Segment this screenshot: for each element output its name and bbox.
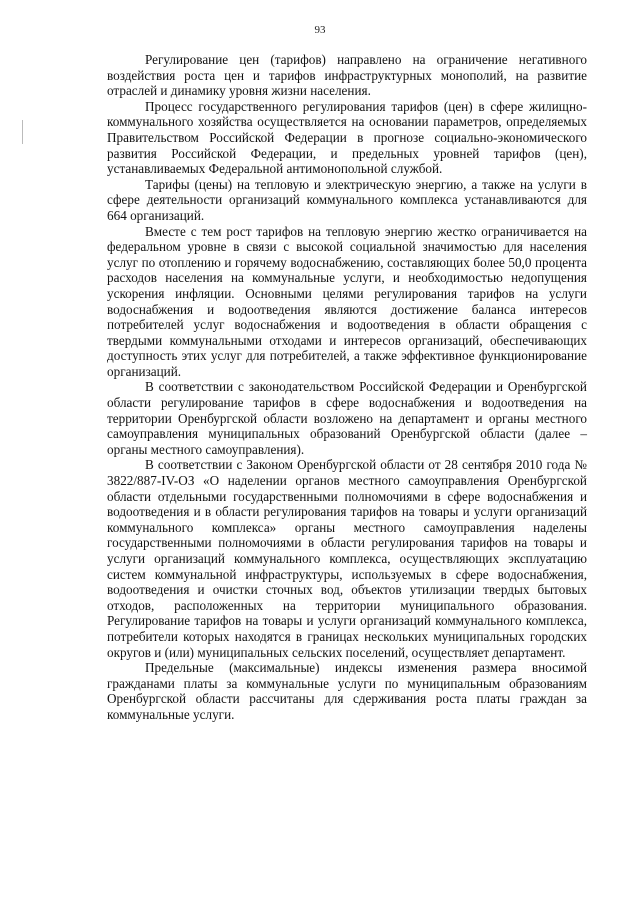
paragraph-state-regulation-process: Процесс государственного регулирования тарифов (цен) в сфере жилищно-коммунального хозяйства осуществляется на основании параметров, определяемых Правительством Российской Федерации в прогнозе социально-экономического развития Российской Федерации, и предельных уровней тарифов (цен), устанавливаемых Федеральной антимонопольной службой. xyxy=(107,98,587,177)
paragraph-legislation: В соответствии с законодательством Российской Федерации и Оренбургской области регулирование тарифов в сфере водоснабжения и водоотведения на территории Оренбургской области возложено на департамент и органы местного самоуправления муниципальных образований Оренбургской области (далее – органы местного самоуправления). xyxy=(107,379,587,457)
document-body xyxy=(107,52,587,723)
paragraph-max-indices: Предельные (максимальные) индексы изменения размера вносимой гражданами платы за коммунальные услуги по муниципальным образованиям Оренбургской области рассчитаны для сдерживания роста платы граждан за коммунальные услуги. xyxy=(107,660,587,722)
paragraph-heat-energy-tariffs: Вместе с тем рост тарифов на тепловую энергию жестко ограничивается на федеральном уровне в связи с высокой социальной значимостью для населения услуг по отоплению и горячему водоснабжению, составляющих более 50,0 процента расходов населения на коммунальные услуги, и необходимостью недопущения ускорения инфляции. Основными целями регулирования тарифов на услуги водоснабжения и водоотведения являются достижение баланса интересов потребителей услуг водоснабжения и водоотведения в области обращения с твердыми коммунальными отходами и интересов организаций, обеспечивающих доступность этих услуг для потребителей, а также эффективное функционирование организаций. xyxy=(107,223,587,379)
page-number: 93 xyxy=(314,24,326,36)
scan-margin-mark xyxy=(22,120,23,144)
paragraph-price-regulation: Регулирование цен (тарифов) направлено на ограничение негативного воздействия роста цен и тарифов инфраструктурных монополий, на развитие отраслей и динамику уровня жизни населения. xyxy=(107,52,587,99)
paragraph-orenburg-law: В соответствии с Законом Оренбургской области от 28 сентября 2010 года № 3822/887-IV-ОЗ «О наделении органов местного самоуправления Оренбургской области отдельными государственными полномочиями в сфере водоснабжения и водоотведения и в области регулирования тарифов на товары и услуги организаций коммунального комплекса» органы местного самоуправления наделены государственными полномочиями в области регулирования тарифов на товары и услуги организаций коммунального комплекса, осуществляющих эксплуатацию систем коммунальной инфраструктуры, используемых в сфере водоснабжения, водоотведения и очистки сточных вод, объектов утилизации твердых бытовых отходов, расположенных на территории муниципального образования. Регулирование тарифов на товары и услуги организаций коммунального комплекса, потребители которых находятся в границах нескольких муниципальных городских округов и (или) муниципальных сельских поселений, осуществляет департамент. xyxy=(107,457,587,660)
paragraph-tariffs-organizations: Тарифы (цены) на тепловую и электрическую энергию, а также на услуги в сфере деятельности организаций коммунального комплекса устанавливаются для 664 организаций. xyxy=(107,176,587,223)
